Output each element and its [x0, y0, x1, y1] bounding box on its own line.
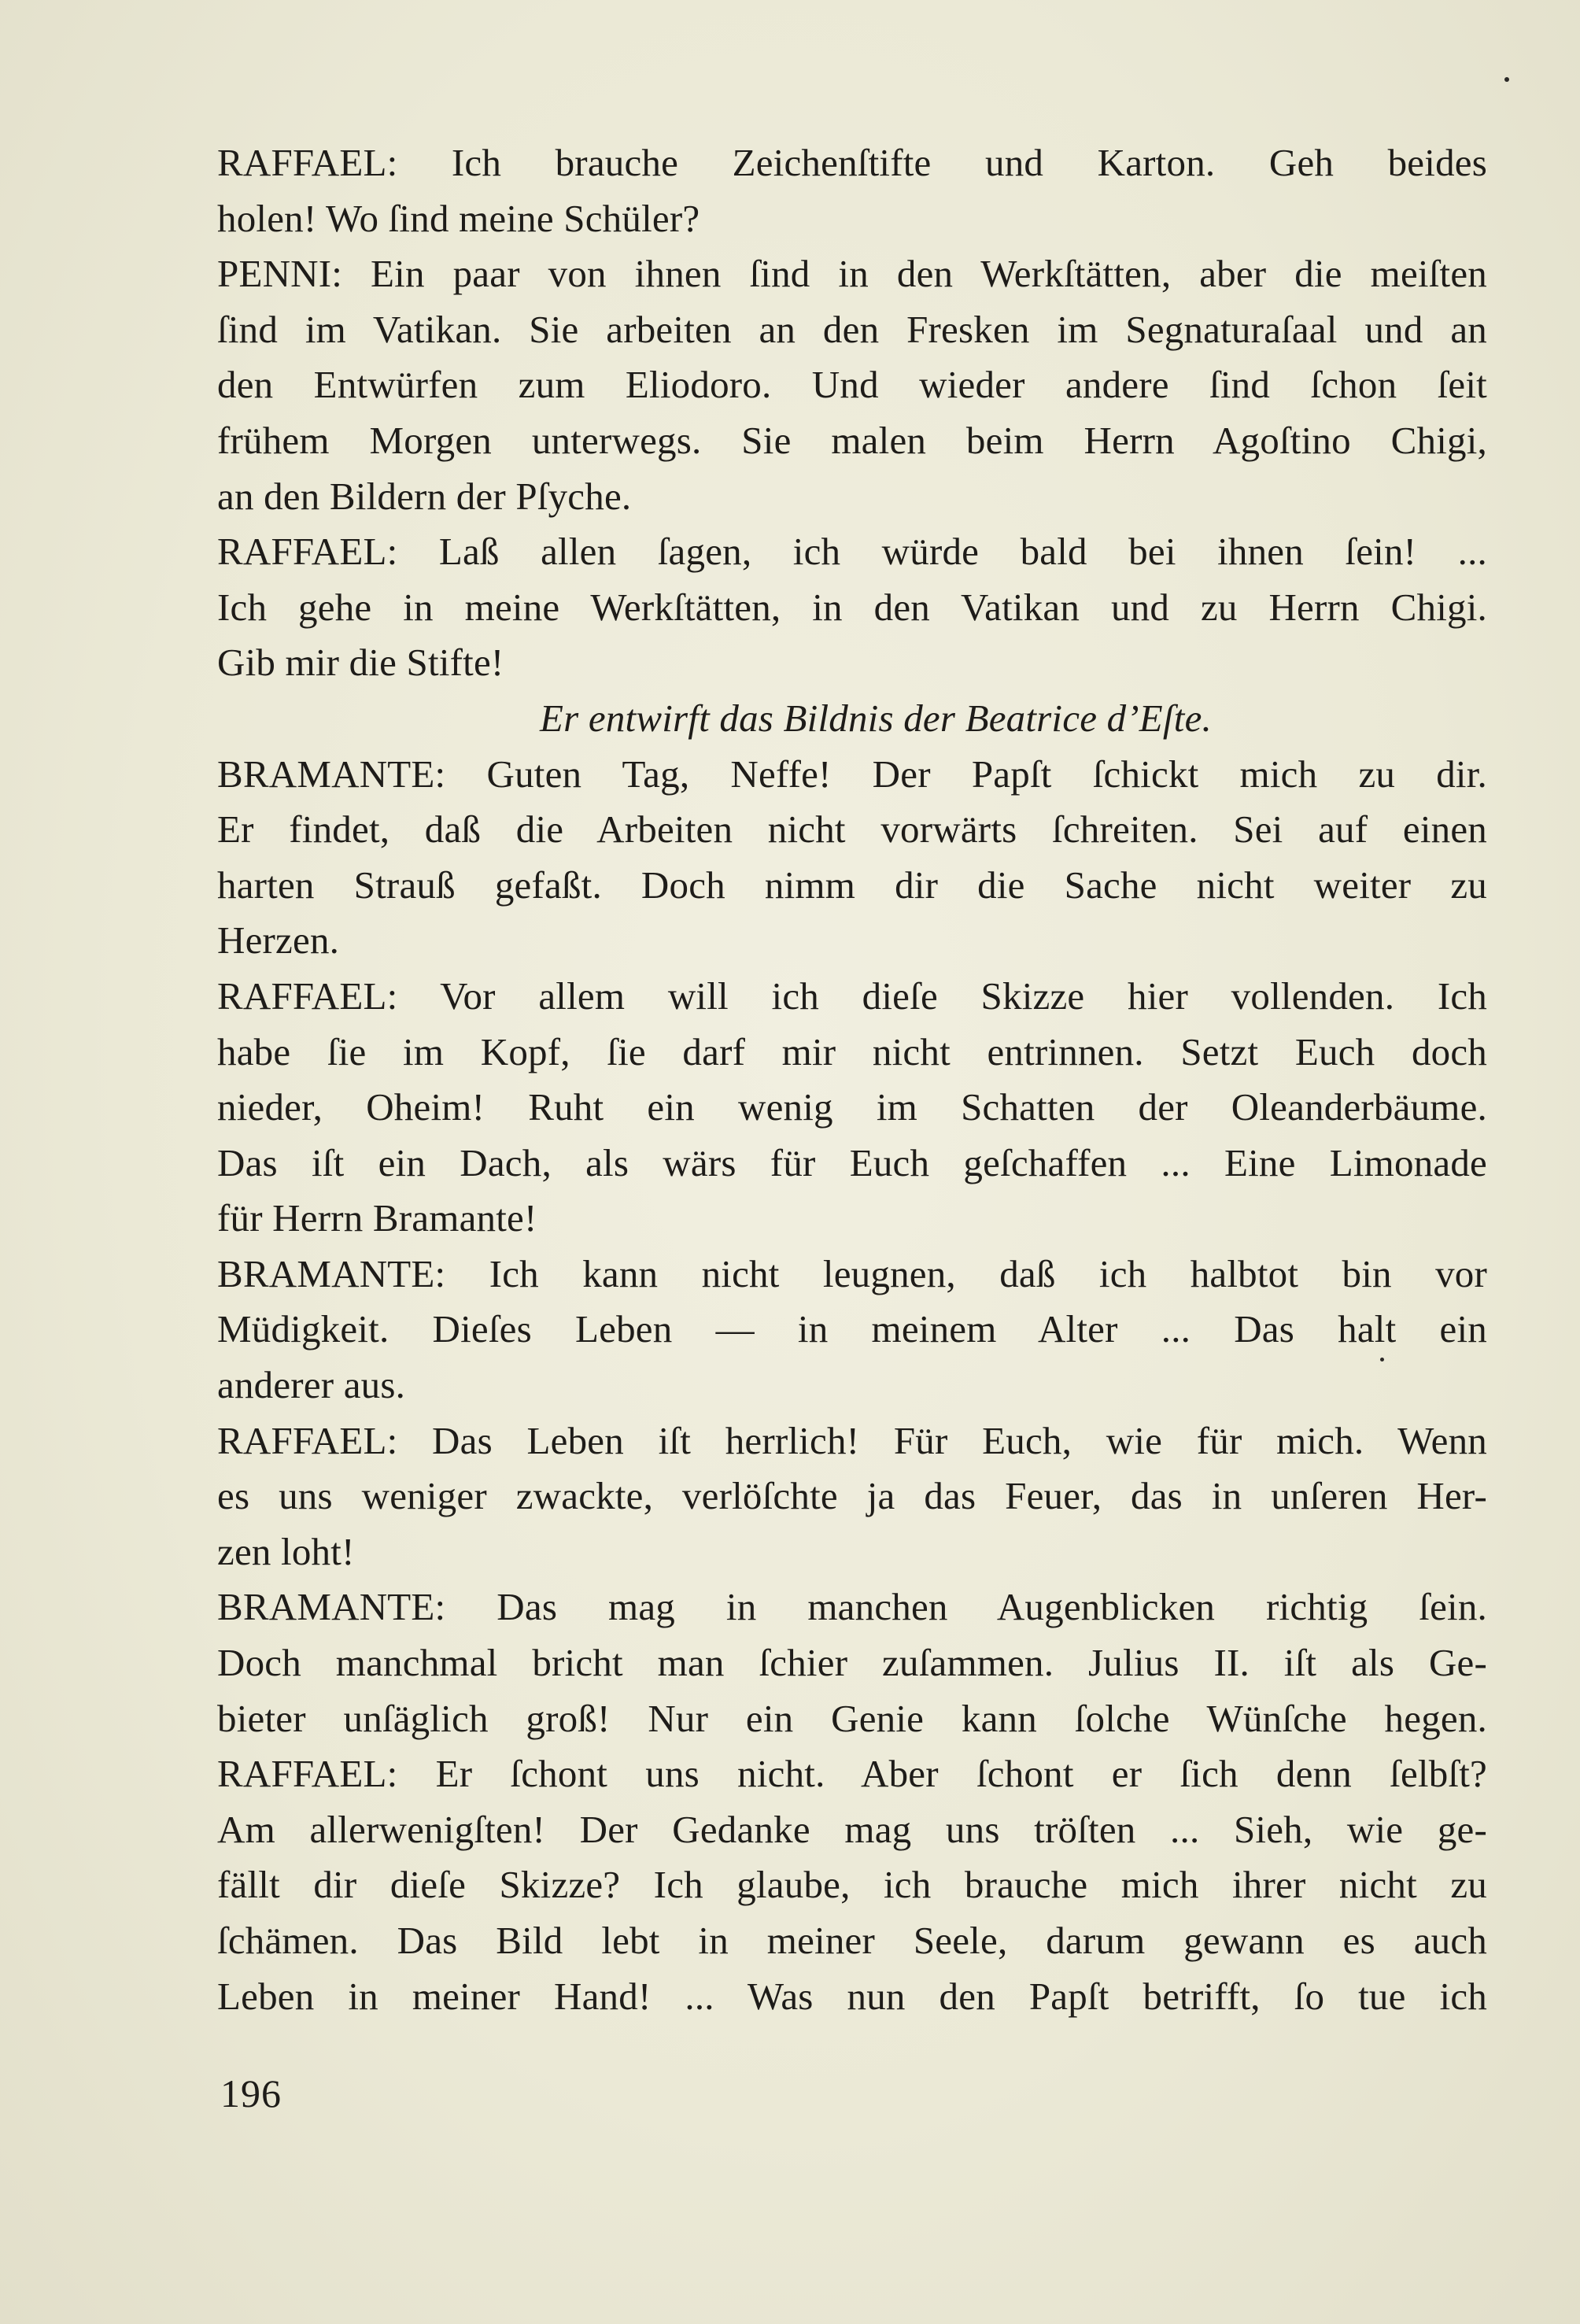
page-number: 196: [220, 2071, 282, 2115]
text-line: Ich gehe in meine Werkſtätten, in den Vatikan und zu Herrn Chigi.: [217, 585, 1487, 629]
text-line: an den Bildern der Pſyche.: [217, 474, 632, 518]
paper-speck: [1380, 1358, 1384, 1362]
text-line: holen! Wo ſind meine Schüler?: [217, 196, 700, 240]
text-line: ſind im Vatikan. Sie arbeiten an den Fresken im Segnaturaſaal und an: [217, 307, 1487, 351]
text-line: Doch manchmal bricht man ſchier zuſammen. Julius II. iſt als Ge-: [217, 1641, 1487, 1685]
paper-speck: [1504, 77, 1509, 82]
text-line: bieter unſäglich groß! Nur ein Genie kann ſolche Wünſche hegen.: [217, 1696, 1487, 1740]
text-line: frühem Morgen unterwegs. Sie malen beim Herrn Agoſtino Chigi,: [217, 418, 1487, 462]
text-line: BRAMANTE: Ich kann nicht leugnen, daß ich halbtot bin vor: [217, 1251, 1487, 1295]
text-line: Am allerwenigſten! Der Gedanke mag uns tröſten ... Sieh, wie ge-: [217, 1807, 1487, 1851]
text-line: nieder, Oheim! Ruht ein wenig im Schatten der Oleanderbäume.: [217, 1085, 1487, 1129]
text-line: zen loht!: [217, 1529, 355, 1573]
text-line: RAFFAEL: Ich brauche Zeichenſtifte und Karton. Geh beides: [217, 141, 1487, 184]
text-line: RAFFAEL: Er ſchont uns nicht. Aber ſchont er ſich denn ſelbſt?: [217, 1752, 1487, 1796]
stage-direction: Er entwirft das Bildnis der Beatrice d’Eſte.: [540, 696, 1212, 740]
text-line: habe ſie im Kopf, ſie darf mir nicht entrinnen. Setzt Euch doch: [217, 1029, 1487, 1073]
text-line: den Entwürfen zum Eliodoro. Und wieder andere ſind ſchon ſeit: [217, 363, 1487, 407]
text-line: anderer aus.: [217, 1363, 406, 1407]
text-line: RAFFAEL: Das Leben iſt herrlich! Für Euch, wie für mich. Wenn: [217, 1418, 1487, 1462]
text-line: Er findet, daß die Arbeiten nicht vorwärts ſchreiten. Sei auf einen: [217, 807, 1487, 852]
page-text: [217, 135, 1487, 2024]
text-line: ſchämen. Das Bild lebt in meiner Seele, darum gewann es auch: [217, 1919, 1487, 1962]
text-line: harten Strauß gefaßt. Doch nimm dir die Sache nicht weiter zu: [217, 863, 1487, 907]
text-line: RAFFAEL: Laß allen ſagen, ich würde bald bei ihnen ſein! ...: [217, 530, 1487, 574]
text-line: fällt dir dieſe Skizze? Ich glaube, ich brauche mich ihrer nicht zu: [217, 1863, 1487, 1907]
text-line: es uns weniger zwackte, verlöſchte ja das Feuer, das in unſeren Her-: [217, 1474, 1487, 1518]
text-line: BRAMANTE: Guten Tag, Neffe! Der Papſt ſchickt mich zu dir.: [217, 752, 1487, 796]
text-line: BRAMANTE: Das mag in manchen Augenblicken richtig ſein.: [217, 1585, 1487, 1629]
text-line: Gib mir die Stifte!: [217, 641, 504, 685]
text-line: Herzen.: [217, 918, 340, 962]
text-line: Müdigkeit. Dieſes Leben — in meinem Alter ... Das halt ein: [217, 1307, 1487, 1351]
text-line: Das iſt ein Dach, als wärs für Euch geſchaffen ... Eine Limonade: [217, 1140, 1487, 1184]
text-line: PENNI: Ein paar von ihnen ſind in den Werkſtätten, aber die meiſten: [217, 252, 1487, 296]
text-line: für Herrn Bramante!: [217, 1196, 537, 1240]
text-line: RAFFAEL: Vor allem will ich dieſe Skizze hier vollenden. Ich: [217, 974, 1487, 1018]
text-line: Leben in meiner Hand! ... Was nun den Papſt betrifft, ſo tue ich: [217, 1974, 1487, 2018]
